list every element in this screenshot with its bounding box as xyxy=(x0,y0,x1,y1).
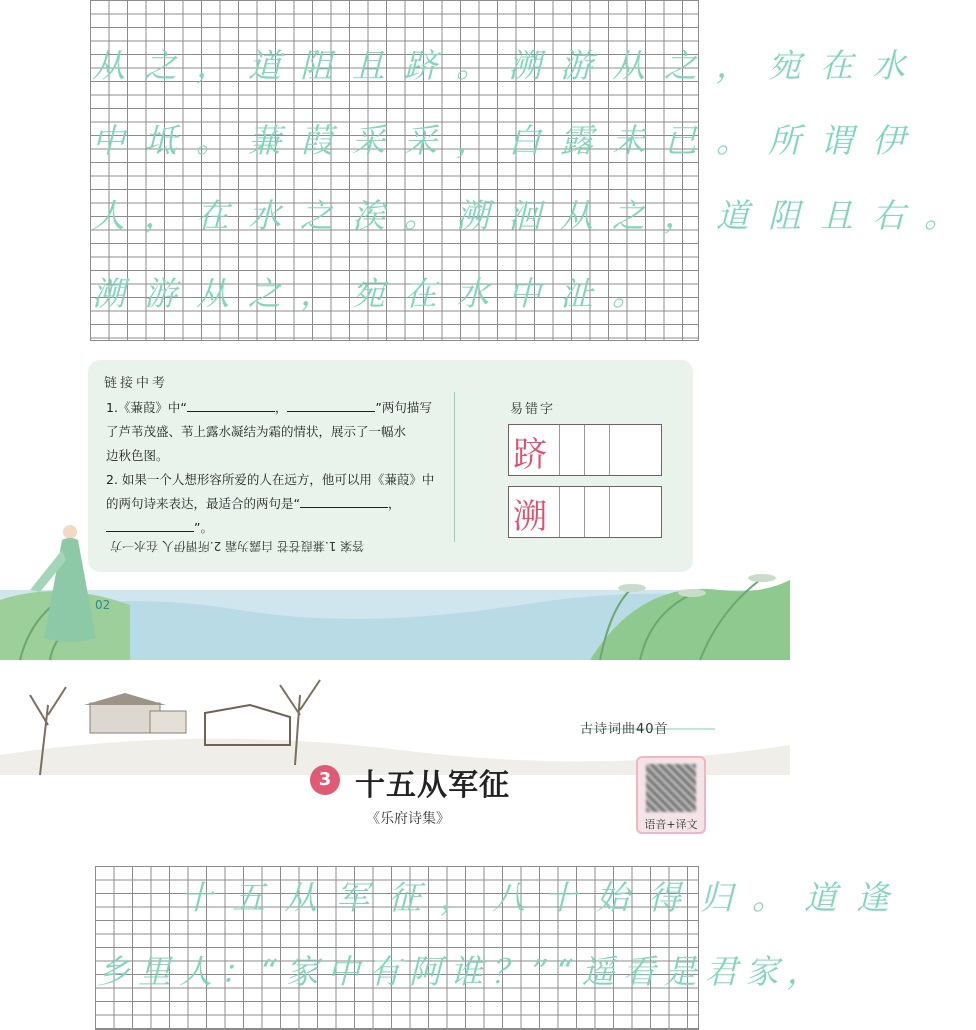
qr-code-card[interactable] xyxy=(636,756,706,834)
error-prone-title: 易错字 xyxy=(510,402,556,417)
q1-blank-2[interactable] xyxy=(287,399,375,412)
question-1 xyxy=(106,396,451,468)
error-char-1: 跻 xyxy=(513,435,547,475)
qr-code-icon[interactable] xyxy=(646,764,696,812)
series-label: 古诗词曲40首 xyxy=(580,722,669,737)
q2-line-2b: ， xyxy=(387,496,401,511)
upside-down-answer: 答案 1.蒹葭苍苍 白露为霜 2.所谓伊人 在水一方 xyxy=(110,539,365,553)
q1-text-b: ， xyxy=(274,400,288,415)
q2-line-2: 的两句诗来表达，最适合的两句是“ xyxy=(106,496,300,511)
error-char-2: 溯 xyxy=(513,497,547,537)
handwritten-line-2: 中坻。蒹葭采采，白露未已。所谓伊 xyxy=(92,121,924,160)
poem-number-badge: 3 xyxy=(310,765,340,795)
handwritten-line-1: 从之，道阻且跻。溯游从之，宛在水 xyxy=(92,46,924,85)
poem-source: 《乐府诗集》 xyxy=(366,811,450,827)
q2-line-3-end: ”。 xyxy=(194,520,213,535)
bottom-handwritten-line-2: 乡里人：“家中有阿谁？”“遥看是君家， xyxy=(97,952,828,991)
page-number: 02 xyxy=(95,598,111,612)
q1-text-a: 1.《蒹葭》中“ xyxy=(106,400,187,415)
q1-text-c: ”两句描写 xyxy=(375,400,432,415)
q1-blank-1[interactable] xyxy=(187,399,275,412)
landscape-illustration xyxy=(0,520,790,665)
q2-blank-1[interactable] xyxy=(300,495,388,508)
error-char-box-1 xyxy=(508,424,662,476)
handwritten-line-4: 溯游从之，宛在水中沚。 xyxy=(92,274,664,313)
q1-line-2: 了芦苇茂盛、苇上露水凝结为霜的情状，展示了一幅水 xyxy=(106,424,407,439)
poem-title: 十五从军征 xyxy=(355,768,510,803)
panel-header: 链接中考 xyxy=(104,376,169,391)
q2-line-1: 2. 如果一个人想形容所爱的人在远方，他可以用《蒹葭》中 xyxy=(106,472,435,487)
bottom-handwritten-line-1: 十五从军征，八十始得归。道逢 xyxy=(180,878,908,917)
q1-line-3: 边秋色图。 xyxy=(106,448,169,463)
qr-label: 语音+译文 xyxy=(644,818,698,831)
handwritten-line-3: 人，在水之涘。溯洄从之，道阻且右。 xyxy=(92,196,976,235)
